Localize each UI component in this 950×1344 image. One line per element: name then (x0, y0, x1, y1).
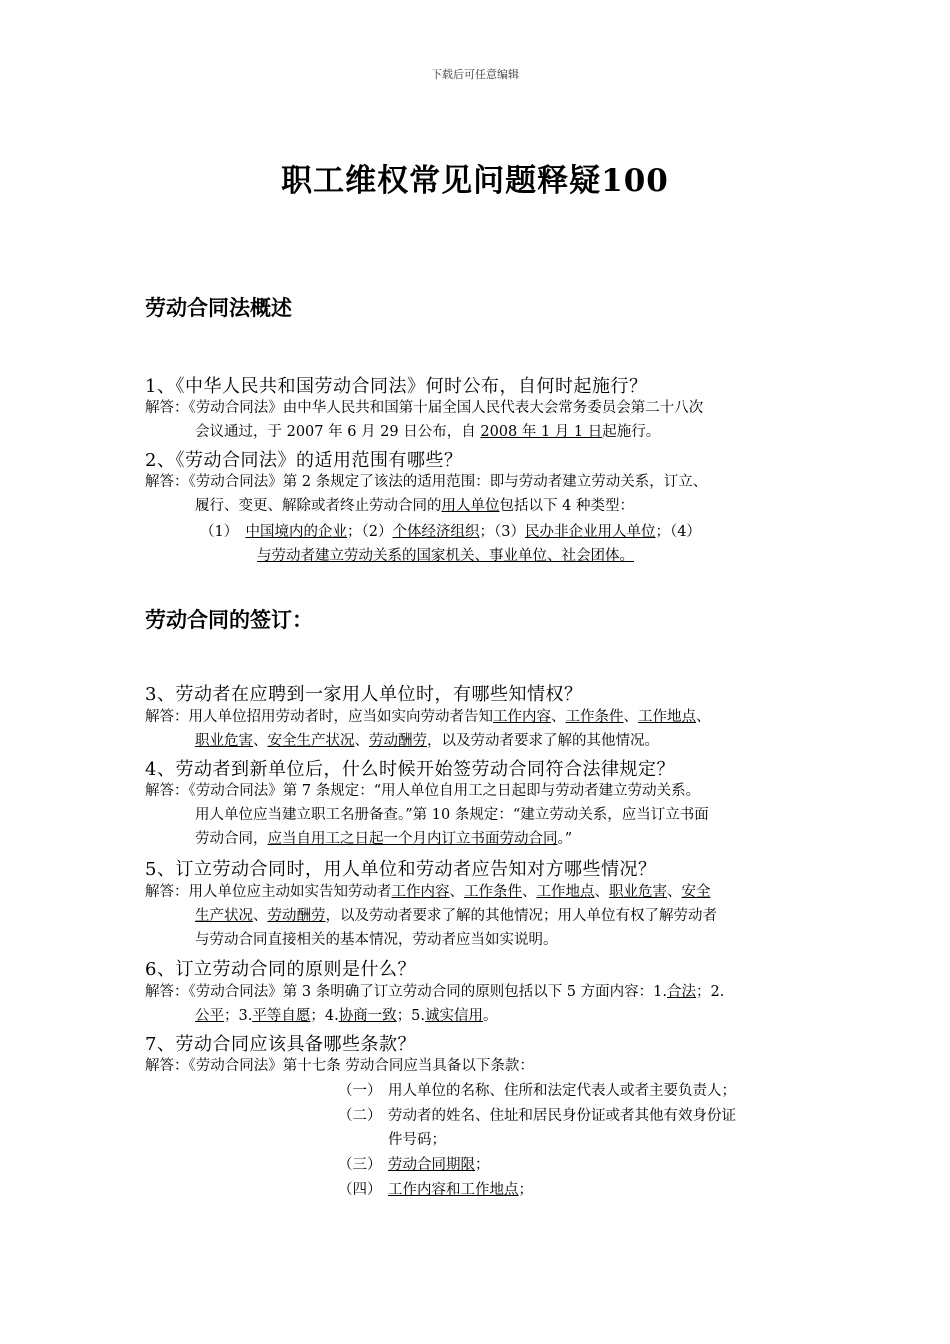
underlined-text: 安全 (681, 884, 711, 900)
underlined-text: 合法 (666, 984, 696, 1000)
clause-3 (338, 1153, 490, 1177)
answer-2 (145, 470, 810, 518)
clause-text: ； (475, 1157, 490, 1173)
answer-line (145, 729, 810, 753)
types-line (200, 520, 810, 544)
clause-2 (338, 1104, 736, 1152)
answer-text: ；3. (224, 1008, 253, 1024)
answer-line: 解答：《劳动合同法》第 7 条规定：“用人单位自用工之日起即与劳动者建立劳动关系。 (145, 783, 701, 799)
underlined-text: 应当自用工之日起一个月内订立书面劳动合同 (267, 831, 558, 847)
clause-4 (338, 1178, 533, 1202)
underlined-text: 生产状况 (195, 908, 253, 924)
answer-line (145, 494, 810, 518)
answer-3 (145, 705, 810, 753)
underlined-text: 民办非企业用人单位 (524, 524, 656, 540)
answer-text: ；（4） (655, 524, 701, 540)
clause-text: 用人单位的名称、住所和法定代表人或者主要负责人； (388, 1083, 736, 1099)
question-1: 1、《中华人民共和国劳动合同法》何时公布，自何时起施行？ (145, 376, 648, 397)
answer-5 (145, 880, 810, 952)
answer-line: 解答：《劳动合同法》由中华人民共和国第十届全国人民代表大会常务委员会第二十八次 (145, 400, 704, 416)
clause-number: （四） (338, 1182, 382, 1198)
underlined-text: 工作条件 (565, 709, 624, 725)
underlined-text: 与劳动者建立劳动关系的国家机关、事业单位、社会团体。 (257, 548, 634, 564)
question-3: 3、劳动者在应聘到一家用人单位时，有哪些知情权？ (145, 684, 583, 705)
answer-line (145, 827, 810, 851)
answer-text: ，以及劳动者要求了解的其他情况。 (427, 733, 659, 749)
answer-text: ；5. (396, 1008, 426, 1024)
underlined-text: 职业危害 (609, 884, 667, 900)
answer-text: 、 (551, 709, 566, 725)
underlined-text: 工作地点 (536, 884, 595, 900)
answer-text: ；（3） (479, 524, 525, 540)
underlined-text: 劳动酬劳 (369, 733, 427, 749)
answer-text: 。” (557, 831, 573, 847)
answer-2-types (200, 520, 810, 568)
clause-number: （二） (338, 1108, 382, 1124)
underlined-text: 工作条件 (464, 884, 522, 900)
answer-line (145, 904, 810, 928)
types-line (200, 544, 810, 568)
section-heading-signing: 劳动合同的签订： (145, 608, 313, 632)
answer-line: 解答：《劳动合同法》第十七条 劳动合同应当具备以下条款： (145, 1058, 534, 1074)
answer-6 (145, 980, 810, 1028)
underlined-text: 工作内容 (391, 884, 450, 900)
underlined-text: 劳动合同期限 (388, 1157, 475, 1173)
answer-text: 、 (594, 884, 609, 900)
underlined-text: 个体经济组织 (392, 524, 480, 540)
underlined-text: 工作内容和工作地点 (388, 1182, 519, 1198)
answer-line: 与劳动合同直接相关的基本情况，劳动者应当如实说明。 (195, 932, 558, 948)
answer-line (145, 1004, 810, 1028)
answer-text: 、 (449, 884, 464, 900)
underlined-text: 工作地点 (638, 709, 696, 725)
answer-text: 解答：用人单位招用劳动者时，应当如实向劳动者告知 (145, 709, 493, 725)
answer-line: 解答：《劳动合同法》第 2 条规定了该法的适用范围：即与劳动者建立劳动关系，订立、 (145, 474, 708, 490)
answer-text: 劳动合同， (195, 831, 268, 847)
question-6: 6、订立劳动合同的原则是什么？ (145, 959, 416, 980)
question-5: 5、订立劳动合同时，用人单位和劳动者应告知对方哪些情况？ (145, 859, 657, 880)
answer-text: 、 (522, 884, 537, 900)
underlined-text: 平等自愿 (252, 1008, 311, 1024)
underlined-text: 诚实信用 (425, 1008, 484, 1024)
clause-number: （一） (338, 1083, 382, 1099)
page-header: 下载后可任意编辑 (431, 68, 519, 81)
question-2: 2、《劳动合同法》的适用范围有哪些？ (145, 450, 463, 471)
answer-text: ；（2） (346, 524, 393, 540)
answer-text: 、 (696, 709, 711, 725)
answer-line: 用人单位应当建立职工名册备查。”第 10 条规定：“建立劳动关系，应当订立书面 (195, 807, 709, 823)
answer-1 (145, 396, 810, 444)
clause-text: ； (518, 1182, 533, 1198)
answer-text: 起施行。 (602, 424, 661, 440)
clause-1 (338, 1079, 736, 1103)
answer-line (145, 705, 810, 729)
question-4: 4、劳动者到新单位后，什么时候开始签劳动合同符合法律规定？ (145, 759, 675, 780)
answer-line (145, 880, 810, 904)
clause-number: （三） (338, 1157, 382, 1173)
document-title: 职工维权常见问题释疑100 (281, 163, 669, 199)
answer-line (145, 980, 810, 1004)
underlined-text: 公平 (195, 1008, 224, 1024)
underlined-text: 劳动酬劳 (267, 908, 326, 924)
answer-text: 履行、变更、解除或者终止劳动合同的 (195, 498, 442, 514)
answer-text: 、 (253, 733, 268, 749)
clause-text: 劳动者的姓名、住址和居民身份证或者其他有效身份证 (388, 1108, 736, 1124)
answer-text: 、 (253, 908, 268, 924)
answer-text: ，以及劳动者要求了解的其他情况；用人单位有权了解劳动者 (325, 908, 717, 924)
answer-text: 、 (354, 733, 369, 749)
answer-text: 、 (667, 884, 682, 900)
answer-text: 、 (623, 709, 638, 725)
answer-text: 解答：《劳动合同法》第 3 条明确了订立劳动合同的原则包括以下 5 方面内容：1. (145, 984, 667, 1000)
answer-text: ；4. (310, 1008, 339, 1024)
underlined-text: 协商一致 (338, 1008, 397, 1024)
underlined-text: 中国境内的企业 (245, 524, 347, 540)
answer-text: 会议通过，于 2007 年 6 月 29 日公布，自 (195, 424, 481, 440)
answer-4 (145, 779, 810, 851)
answer-text: ；2. (695, 984, 725, 1000)
underlined-text: 用人单位 (441, 498, 500, 514)
underlined-text: 工作内容 (493, 709, 551, 725)
underlined-text: 2008 年 1 月 1 日 (480, 424, 603, 440)
answer-text: 。 (483, 1008, 498, 1024)
answer-7 (145, 1054, 810, 1078)
question-7: 7、劳动合同应该具备哪些条款？ (145, 1034, 416, 1055)
answer-text: 解答：用人单位应主动如实告知劳动者 (145, 884, 392, 900)
underlined-text: 安全生产状况 (267, 733, 355, 749)
section-heading-overview: 劳动合同法概述 (145, 296, 292, 320)
underlined-text: 职业危害 (195, 733, 253, 749)
answer-text: 包括以下 4 种类型： (499, 498, 634, 514)
answer-text: （1） (200, 524, 246, 540)
answer-line (145, 420, 810, 444)
clause-text: 件号码； (388, 1132, 446, 1148)
